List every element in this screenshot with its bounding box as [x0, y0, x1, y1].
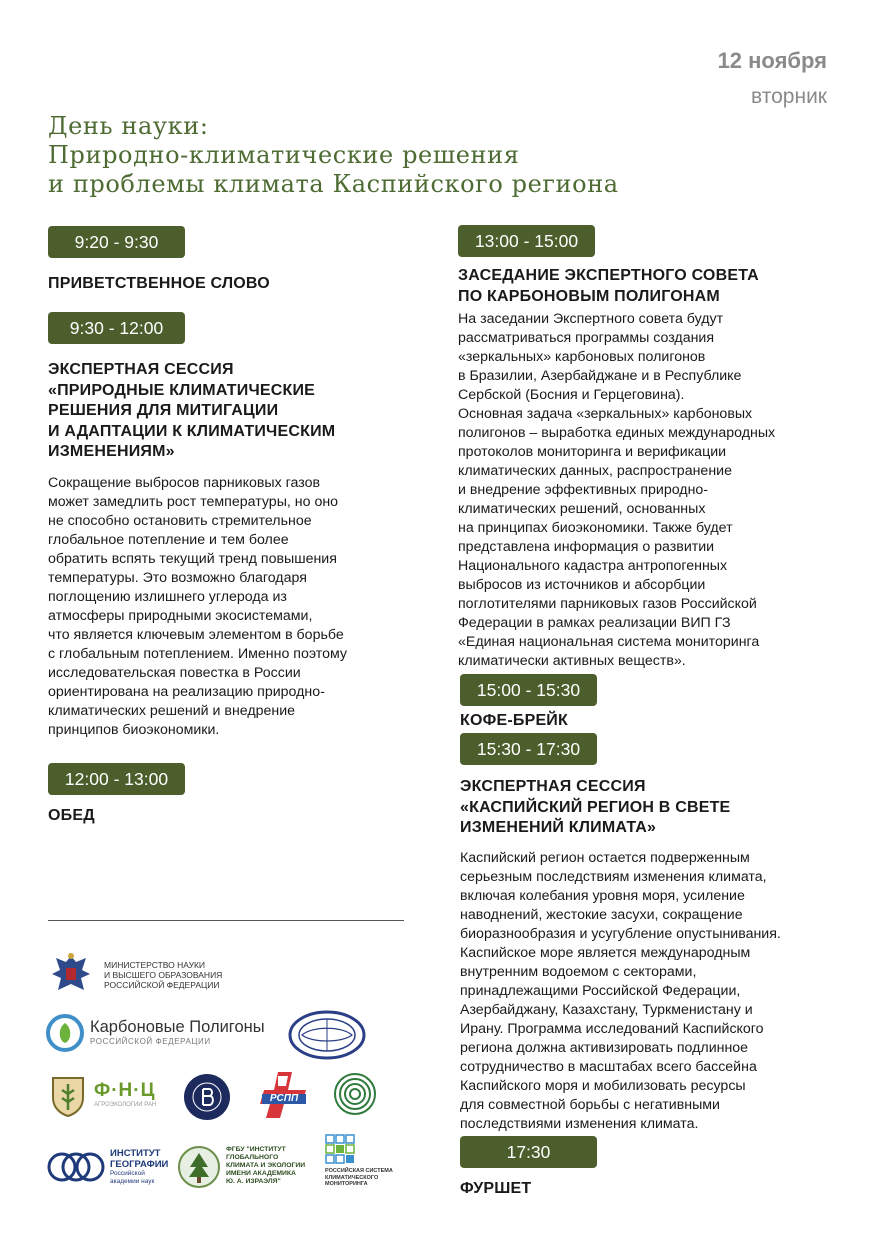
logo-line: Ю. А. ИЗРАЭЛЯ" — [226, 1178, 281, 1185]
text-line: поглощению излишнего углерода из — [48, 589, 287, 605]
session-heading — [460, 1179, 531, 1200]
globe-seal-icon — [288, 1010, 366, 1060]
text-line: Каспийского моря и мобилизовать ресурсы — [460, 1078, 746, 1094]
logo-line: ИМЕНИ АКАДЕМИКА — [226, 1170, 296, 1177]
rskm-logo-text — [325, 1168, 393, 1188]
text-line: сотрудничество в масштабах всего бассейна — [460, 1059, 757, 1075]
text-line: обратить вспять текущий тренд повышения — [48, 551, 337, 567]
logo-line: Карбоновые Полигоны — [90, 1018, 265, 1036]
ministry-logo-text — [104, 960, 222, 990]
text-line: Основная задача «зеркальных» карбоновых — [458, 406, 753, 422]
logo-line: ГЛОБАЛЬНОГО — [226, 1154, 279, 1161]
rspp-logo — [258, 1070, 310, 1120]
logo-line: АГРОЭКОЛОГИИ РАН — [94, 1102, 157, 1108]
heading-line: ПРИВЕТСТВЕННОЕ СЛОВО — [48, 275, 270, 292]
text-line: и внедрение эффективных природно- — [458, 482, 709, 498]
text-line: протоколов мониторинга и верификации — [458, 444, 727, 460]
text-line: «зеркальных» карбоновых полигонов — [458, 349, 706, 365]
text-line: включая колебания уровня моря, усиление — [460, 888, 745, 904]
heading-line: ЗАСЕДАНИЕ ЭКСПЕРТНОГО СОВЕТА — [458, 267, 759, 284]
time-badge: 12:00 - 13:00 — [48, 763, 185, 795]
logo-line: МИНИСТЕРСТВО НАУКИ — [104, 960, 206, 970]
carbon-polygons-leaf-icon — [46, 1014, 84, 1052]
text-line: Сербской (Босния и Герцеговина). — [458, 387, 685, 403]
session-heading — [458, 266, 838, 307]
heading-line: ФУРШЕТ — [460, 1180, 532, 1197]
text-line: На заседании Экспертного совета будут — [458, 311, 724, 327]
text-line: «Единая национальная система мониторинга — [458, 634, 760, 650]
logo-line: ФГБУ "ИНСТИТУТ — [226, 1146, 286, 1153]
logo-line: ИНСТИТУТ — [110, 1148, 161, 1159]
rings-icon — [47, 1150, 105, 1184]
igran-logo-text — [110, 1148, 168, 1186]
session-heading — [460, 711, 568, 732]
heading-line: ПО КАРБОНОВЫМ ПОЛИГОНАМ — [458, 287, 720, 305]
session-heading — [460, 777, 840, 839]
session-description — [460, 849, 850, 1134]
text-line: в Бразилии, Азербайджане и в Республике — [458, 368, 742, 384]
logo-line: РОССИЙСКОЙ ФЕДЕРАЦИИ — [104, 980, 220, 990]
heading-line: ИЗМЕНЕНИЯМ» — [48, 443, 175, 460]
hse-emblem-icon — [182, 1072, 232, 1122]
session-heading — [48, 274, 270, 295]
date-block — [718, 47, 827, 111]
carbon-polygons-logo-text — [90, 1018, 265, 1046]
title-line: и проблемы климата Каспийского региона — [48, 170, 619, 198]
text-line: что является ключевым элементом в борьбе — [48, 627, 344, 643]
page-title — [48, 112, 688, 199]
heading-line: «ПРИРОДНЫЕ КЛИМАТИЧЕСКИЕ — [48, 381, 316, 399]
event-date: 12 ноября — [717, 48, 827, 73]
fnc-logo-text — [94, 1080, 156, 1108]
text-line: Федерации в рамках реализации ВИП ГЗ — [458, 615, 731, 631]
text-line: наводнений, жестокие засухи, сокращение — [460, 907, 743, 923]
text-line: Каспийский регион остается подверженным — [460, 850, 750, 866]
heading-line: КОФЕ-БРЕЙК — [460, 712, 568, 729]
heading-line: ЭКСПЕРТНАЯ СЕССИЯ — [48, 361, 234, 378]
text-line: Азербайджану, Казахстану, Туркменистану и — [460, 1002, 753, 1018]
divider — [48, 920, 404, 921]
time-badge: 9:30 - 12:00 — [48, 312, 185, 344]
session-description — [458, 310, 848, 671]
text-line: Ирану. Программа исследований Каспийского — [460, 1021, 764, 1037]
text-line: Национального кадастра антропогенных — [458, 558, 728, 574]
text-line: региона должна активизировать подлинное — [460, 1040, 749, 1056]
izrael-logo-text — [226, 1146, 305, 1186]
heading-line: ЭКСПЕРТНАЯ СЕССИЯ — [460, 778, 646, 795]
logo-line: МОНИТОРИНГА — [325, 1181, 368, 1187]
logo-line: РОССИЙСКОЙ ФЕДЕРАЦИИ — [90, 1037, 211, 1046]
logo-line: РОССИЙСКАЯ СИСТЕМА — [325, 1168, 393, 1174]
text-line: полигонов – выработка единых международных — [458, 425, 776, 441]
text-line: климатически активных веществ». — [458, 653, 686, 669]
time-badge: 9:20 - 9:30 — [48, 226, 185, 258]
time-badge: 15:00 - 15:30 — [460, 674, 597, 706]
concentric-ring-icon — [333, 1072, 377, 1116]
time-badge: 15:30 - 17:30 — [460, 733, 597, 765]
text-line: внутренним водоемом с секторами, — [460, 964, 697, 980]
session-description — [48, 474, 428, 740]
time-badge: 13:00 - 15:00 — [458, 225, 595, 257]
text-line: температуры. Это возможно благодаря — [48, 570, 307, 586]
text-line: атмосферы природными экосистемами, — [48, 608, 313, 624]
text-line: с глобальным потеплением. Именно поэтому — [48, 646, 348, 662]
heading-line: «КАСПИЙСКИЙ РЕГИОН В СВЕТЕ — [460, 798, 731, 816]
text-line: выбросов из источников и абсорбции — [458, 577, 706, 593]
heading-line: ОБЕД — [48, 807, 95, 824]
text-line: принципов биоэкономики. — [48, 722, 220, 738]
tree-emblem-icon — [178, 1145, 220, 1189]
eagle-emblem-icon — [46, 950, 96, 1000]
text-line: ориентирована на реализацию природно- — [48, 684, 325, 700]
text-line: климатических решений и внедрение — [48, 703, 296, 719]
text-line: рассматриваться программы создания — [458, 330, 715, 346]
title-line: День науки: — [48, 112, 209, 140]
logo-line: Российской — [110, 1170, 145, 1177]
text-line: серьезным последствиям изменения климата, — [460, 869, 767, 885]
time-badge: 17:30 — [460, 1136, 597, 1168]
logo-line: Ф·Н·Ц — [94, 1080, 156, 1101]
text-line: не способно остановить стремительное — [48, 513, 312, 529]
heading-line: РЕШЕНИЯ ДЛЯ МИТИГАЦИИ — [48, 402, 279, 419]
session-heading — [48, 806, 95, 827]
logo-line: КЛИМАТА И ЭКОЛОГИИ — [226, 1162, 306, 1169]
text-line: последствиями изменения климата. — [460, 1116, 699, 1132]
logo-line: ГЕОГРАФИИ — [110, 1159, 169, 1170]
logo-line: И ВЫСШЕГО ОБРАЗОВАНИЯ — [104, 970, 223, 980]
text-line: представлена информация о развитии — [458, 539, 715, 555]
heading-line: ИЗМЕНЕНИЙ КЛИМАТА» — [460, 819, 657, 836]
text-line: поглотителями парниковых газов Российской — [458, 596, 757, 612]
text-line: может замедлить рост температуры, но оно — [48, 494, 339, 510]
text-line: Каспийское море является международным — [460, 945, 751, 961]
title-line: Природно-климатические решения — [48, 141, 520, 169]
logo-line: академии наук — [110, 1178, 155, 1185]
text-line: климатических решений, основанных — [458, 501, 706, 517]
text-line: исследовательская повестка в России — [48, 665, 301, 681]
text-line: принадлежащими Российской Федерации, — [460, 983, 741, 999]
logo-line: КЛИМАТИЧЕСКОГО — [325, 1174, 379, 1181]
session-heading — [48, 360, 428, 463]
logo-line: РСПП — [269, 1093, 299, 1104]
event-weekday: вторник — [751, 85, 827, 108]
text-line: глобальное потепление и тем более — [48, 532, 289, 548]
grid-squares-icon — [325, 1134, 355, 1164]
text-line: биоразнообразия и усугубление опустынивания. — [460, 926, 781, 942]
text-line: климатических данных, распространение — [458, 463, 732, 479]
text-line: на принципах биоэкономики. Также будет — [458, 520, 733, 536]
heading-line: И АДАПТАЦИИ К КЛИМАТИЧЕСКИМ — [48, 422, 336, 440]
text-line: Сокращение выбросов парниковых газов — [48, 475, 321, 491]
wheat-shield-icon — [47, 1072, 89, 1118]
text-line: для совместной борьбы с негативными — [460, 1097, 720, 1113]
